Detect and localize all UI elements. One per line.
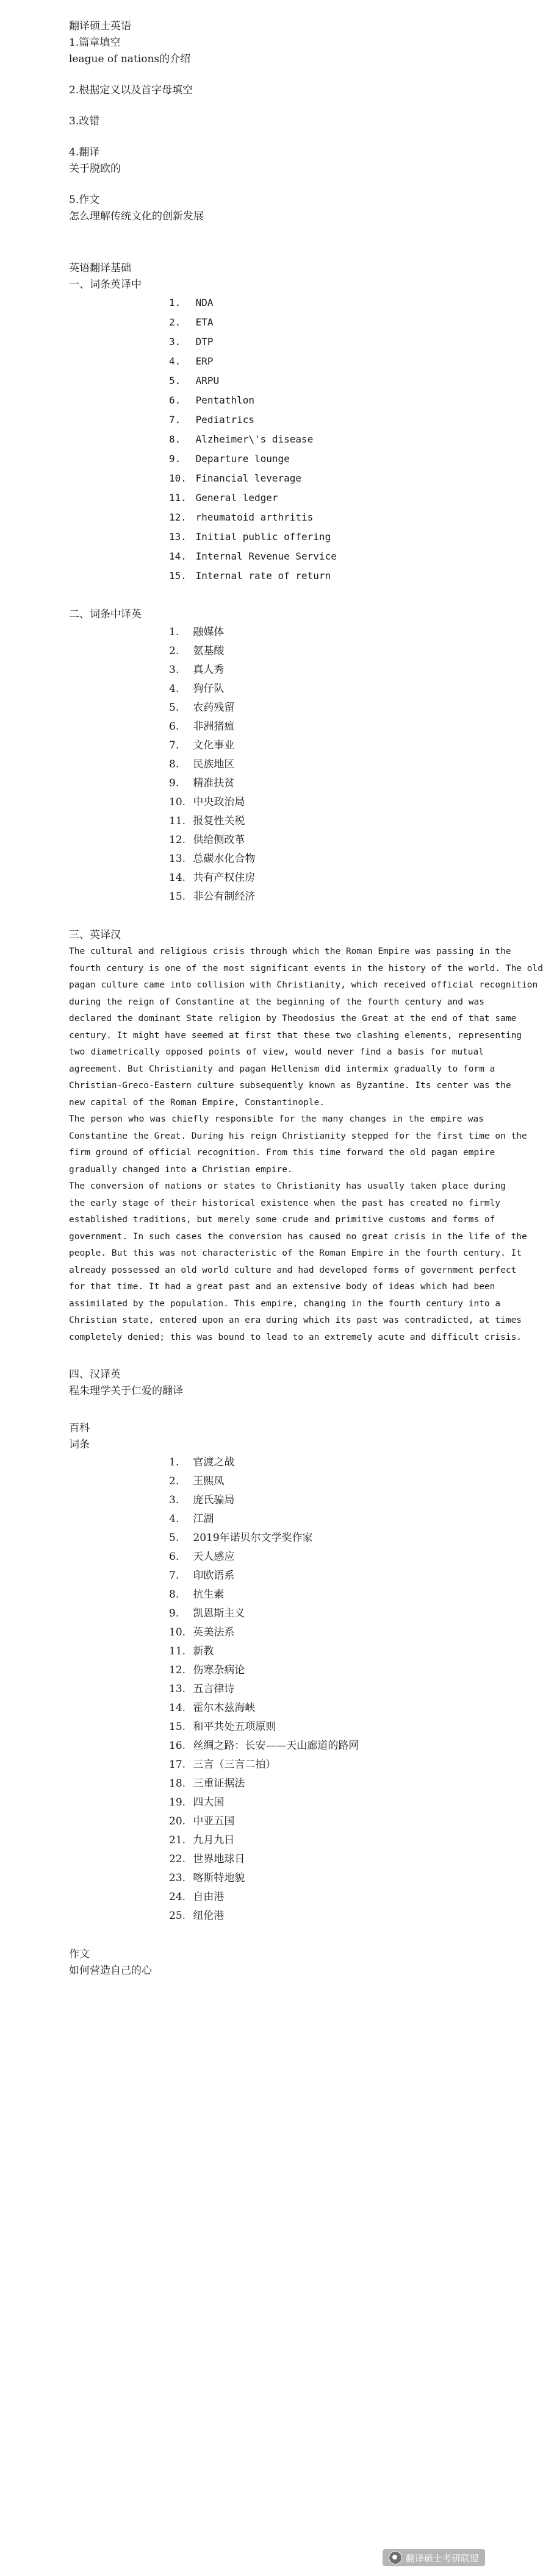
item-text: 伤寒杂病论 <box>193 1664 245 1676</box>
item-number: 5. <box>169 375 181 386</box>
zh-term-item <box>169 717 484 736</box>
watermark-text: 翻译硕士考研联盟 <box>405 2552 479 2564</box>
item-number: 11. <box>169 1645 186 1657</box>
en-term-item <box>169 410 484 430</box>
zh-term-item <box>169 793 484 812</box>
item-text: 报复性关税 <box>193 815 245 827</box>
section-4-desc: 关于脱欧的 <box>69 163 121 175</box>
baike-term-item <box>169 1699 484 1718</box>
passage-line: Constantine the Great. During his reign Christianity stepped for the first time on the <box>69 1131 527 1141</box>
zh-term-item <box>169 680 484 699</box>
en-terms-list <box>169 293 484 586</box>
item-number: 10. <box>169 1626 186 1638</box>
passage-line: Christian state, entered upon an era during which its past was contradicted, at times <box>69 1315 522 1325</box>
en-term-item <box>169 352 484 371</box>
item-text: 凯恩斯主义 <box>193 1607 245 1620</box>
item-number: 2. <box>169 645 179 657</box>
item-text: 精准扶贫 <box>193 777 235 789</box>
item-text: rheumatoid arthritis <box>195 511 314 523</box>
passage-line: gradually changed into a Christian empire. <box>69 1164 293 1175</box>
section-3-title: 3.改错 <box>69 115 100 127</box>
item-number: 5. <box>169 702 179 714</box>
item-text: 官渡之战 <box>193 1456 235 1468</box>
en-term-item <box>169 332 484 352</box>
item-number: 13. <box>169 531 187 543</box>
watermark <box>383 2549 485 2566</box>
item-number: 6. <box>169 1551 179 1563</box>
item-text: 总碳水化合物 <box>193 853 256 865</box>
item-number: 2. <box>169 316 181 328</box>
en-term-item <box>169 566 484 586</box>
translation-passage <box>69 944 543 1346</box>
baike-term-item <box>169 1737 484 1756</box>
passage-line: government. In such cases the conversion has caused no great crisis in the life of the <box>69 1231 527 1242</box>
item-text: 王熙凤 <box>193 1475 225 1487</box>
item-text: Departure lounge <box>195 453 290 464</box>
part4-title: 四、汉译英 <box>69 1368 121 1381</box>
item-text: 九月九日 <box>193 1834 235 1846</box>
item-text: 喀斯特地貌 <box>193 1872 245 1884</box>
part2-title: 二、词条中译英 <box>69 608 142 621</box>
en-term-item <box>169 547 484 566</box>
baike-term-item <box>169 1453 484 1472</box>
item-text: 五言律诗 <box>193 1683 235 1695</box>
zh-term-item <box>169 661 484 680</box>
zh-term-item <box>169 774 484 793</box>
item-number: 4. <box>169 1513 179 1525</box>
passage-line: for that time. It had a great past and an extensive body of ideas which had been <box>69 1282 495 1292</box>
item-number: 3. <box>169 664 179 676</box>
item-text: General ledger <box>195 492 278 503</box>
item-text: Financial leverage <box>195 472 302 484</box>
item-text: Initial public offering <box>195 531 331 543</box>
en-term-item <box>169 313 484 332</box>
passage-line: two diametrically opposed points of view, would never find a basis for mutual <box>69 1047 484 1057</box>
section-5-desc: 怎么理解传统文化的创新发展 <box>69 210 204 222</box>
item-text: NDA <box>195 297 214 308</box>
zh-term-item <box>169 831 484 850</box>
passage-line: century. It might have seemed at first that these two clashing elements, representing <box>69 1030 522 1041</box>
item-number: 16. <box>169 1740 186 1752</box>
item-number: 19. <box>169 1796 186 1809</box>
item-text: 三重证据法 <box>193 1777 245 1790</box>
section-1-desc: league of nations的介绍 <box>69 53 191 65</box>
item-text: 狗仔队 <box>193 683 225 695</box>
baike-term-item <box>169 1888 484 1907</box>
part1-title: 一、词条英译中 <box>69 279 142 291</box>
passage-line: firm ground of official recognition. From this time forward the old pagan empire <box>69 1148 495 1158</box>
passage-line: the early stage of their historical existence when the past has created no firmly <box>69 1198 501 1208</box>
section-4-title: 4.翻译 <box>69 146 100 158</box>
item-number: 9. <box>169 1607 179 1620</box>
zh-term-item <box>169 623 484 642</box>
baike-term-item <box>169 1907 484 1926</box>
item-text: 天人感应 <box>193 1551 235 1563</box>
item-number: 8. <box>169 1589 179 1601</box>
item-number: 22. <box>169 1853 186 1865</box>
en-term-item <box>169 469 484 488</box>
item-number: 8. <box>169 758 179 770</box>
baike-term-item <box>169 1831 484 1850</box>
passage-line: new capital of the Roman Empire, Constantinople. <box>69 1097 325 1108</box>
item-number: 11. <box>169 815 186 827</box>
part3-title: 三、英译汉 <box>69 929 121 941</box>
passage-line: fourth century is one of the most significant events in the history of the world. The old <box>69 963 543 973</box>
zh-term-item <box>169 850 484 869</box>
item-number: 3. <box>169 336 181 347</box>
baike-term-item <box>169 1548 484 1567</box>
baike-term-item <box>169 1491 484 1510</box>
item-text: 英美法系 <box>193 1626 235 1638</box>
passage-line: people. But this was not characteristic of the Roman Empire in the fourth century. It <box>69 1248 522 1258</box>
item-number: 14. <box>169 872 186 884</box>
item-text: 非公有制经济 <box>193 891 256 903</box>
passage-line: agreement. But Christianity and pagan Hellenism did intermix gradually to form a <box>69 1064 495 1074</box>
item-text: ETA <box>195 316 214 328</box>
en-term-item <box>169 488 484 508</box>
baike-terms-title: 词条 <box>69 1439 90 1451</box>
item-text: 供给侧改革 <box>193 834 245 846</box>
item-number: 4. <box>169 683 179 695</box>
item-number: 20. <box>169 1815 186 1827</box>
baike-term-item <box>169 1623 484 1642</box>
baike-term-item <box>169 1793 484 1812</box>
item-number: 6. <box>169 720 179 733</box>
zh-term-item <box>169 869 484 888</box>
item-text: 共有产权住房 <box>193 872 256 884</box>
item-text: 中亚五国 <box>193 1815 235 1827</box>
doc-title: 翻译硕士英语 <box>69 20 131 32</box>
item-text: ERP <box>195 355 214 367</box>
item-number: 15. <box>169 570 187 582</box>
baike-term-item <box>169 1510 484 1529</box>
zh-term-item <box>169 812 484 831</box>
zh-term-item <box>169 736 484 755</box>
item-number: 9. <box>169 777 179 789</box>
baike-term-item <box>169 1756 484 1774</box>
item-number: 12. <box>169 511 187 523</box>
item-number: 24. <box>169 1891 186 1903</box>
item-text: 庞氏骗局 <box>193 1494 235 1506</box>
en-term-item <box>169 391 484 410</box>
passage-line: Christian-Greco-Eastern culture subsequently known as Byzantine. Its center was the <box>69 1081 511 1091</box>
item-text: 印欧语系 <box>193 1570 235 1582</box>
item-text: 真人秀 <box>193 664 225 676</box>
en-term-item <box>169 449 484 469</box>
passage-line: The cultural and religious crisis through which the Roman Empire was passing in the <box>69 947 511 956</box>
item-number: 12. <box>169 834 186 846</box>
essay-title: 作文 <box>69 1948 90 1960</box>
basics-title: 英语翻译基础 <box>69 262 131 274</box>
zh-term-item <box>169 888 484 906</box>
passage-line: already possessed an old world culture and had developed forms of government perfect <box>69 1265 517 1275</box>
section-1-title: 1.篇章填空 <box>69 37 121 49</box>
item-text: 民族地区 <box>193 758 235 770</box>
item-text: 非洲猪瘟 <box>193 720 235 733</box>
item-text: 四大国 <box>193 1796 225 1809</box>
item-number: 13. <box>169 853 186 865</box>
zh-term-item <box>169 699 484 717</box>
item-text: 融媒体 <box>193 626 225 638</box>
item-number: 3. <box>169 1494 179 1506</box>
item-number: 14. <box>169 1702 186 1714</box>
item-number: 6. <box>169 394 181 406</box>
item-text: 世界地球日 <box>193 1853 245 1865</box>
item-text: 三言（三言二拍） <box>193 1759 276 1771</box>
item-number: 10. <box>169 472 187 484</box>
baike-term-item <box>169 1642 484 1661</box>
item-number: 21. <box>169 1834 186 1846</box>
section-5-title: 5.作文 <box>69 194 100 206</box>
item-number: 11. <box>169 492 187 503</box>
section-2-title: 2.根据定义以及首字母填空 <box>69 84 193 96</box>
item-number: 15. <box>169 891 186 903</box>
baike-term-item <box>169 1472 484 1491</box>
item-number: 4. <box>169 355 181 367</box>
item-text: 纽伦港 <box>193 1910 225 1922</box>
item-text: 新教 <box>193 1645 214 1657</box>
item-number: 1. <box>169 297 181 308</box>
passage-line: completely denied; this was bound to lead to an extremely acute and difficult crisis. <box>69 1332 522 1342</box>
item-number: 7. <box>169 1570 179 1582</box>
baike-term-item <box>169 1604 484 1623</box>
item-text: 中央政治局 <box>193 796 245 808</box>
item-number: 25. <box>169 1910 186 1922</box>
en-term-item <box>169 430 484 449</box>
item-text: ARPU <box>195 375 220 386</box>
item-text: Pediatrics <box>195 414 254 425</box>
item-text: Pentathlon <box>195 394 254 406</box>
item-number: 18. <box>169 1777 186 1790</box>
zh-term-item <box>169 642 484 661</box>
item-number: 14. <box>169 550 187 562</box>
item-text: Internal rate of return <box>195 570 331 582</box>
en-term-item <box>169 508 484 527</box>
en-term-item <box>169 371 484 391</box>
item-text: 氨基酸 <box>193 645 225 657</box>
item-number: 15. <box>169 1721 186 1733</box>
wechat-channel-icon <box>389 2551 402 2564</box>
item-number: 10. <box>169 796 186 808</box>
item-number: 8. <box>169 433 181 445</box>
item-text: Internal Revenue Service <box>195 550 337 562</box>
passage-line: assimilated by the population. This empire, changing in the fourth century into a <box>69 1298 501 1309</box>
item-text: 江湖 <box>193 1513 214 1525</box>
part4-desc: 程朱理学关于仁爱的翻译 <box>69 1385 183 1397</box>
baike-term-item <box>169 1585 484 1604</box>
item-number: 23. <box>169 1872 186 1884</box>
baike-term-item <box>169 1661 484 1680</box>
baike-term-item <box>169 1869 484 1888</box>
item-number: 9. <box>169 453 181 464</box>
item-text: 抗生素 <box>193 1589 225 1601</box>
zh-terms-list <box>169 623 484 906</box>
item-text: 自由港 <box>193 1891 225 1903</box>
item-number: 7. <box>169 414 181 425</box>
baike-term-item <box>169 1529 484 1548</box>
baike-term-item <box>169 1812 484 1831</box>
item-number: 1. <box>169 1456 179 1468</box>
baike-term-item <box>169 1850 484 1869</box>
baike-terms-list <box>169 1453 484 1926</box>
item-text: 文化事业 <box>193 739 235 752</box>
passage-line: pagan culture came into collision with Christianity, which received official recognition <box>69 980 538 990</box>
item-text: DTP <box>195 336 214 347</box>
essay-desc: 如何营造自己的心 <box>69 1965 152 1977</box>
item-text: 霍尔木兹海峡 <box>193 1702 256 1714</box>
item-number: 12. <box>169 1664 186 1676</box>
item-number: 17. <box>169 1759 186 1771</box>
item-text: 丝绸之路：长安——天山廊道的路网 <box>193 1740 359 1752</box>
en-term-item <box>169 293 484 313</box>
zh-term-item <box>169 755 484 774</box>
baike-term-item <box>169 1567 484 1585</box>
item-number: 13. <box>169 1683 186 1695</box>
baike-title: 百科 <box>69 1422 90 1434</box>
passage-line: The person who was chiefly responsible for the many changes in the empire was <box>69 1114 484 1124</box>
item-text: Alzheimer\'s disease <box>195 433 314 445</box>
passage-line: declared the dominant State religion by Theodosius the Great at the end of that same <box>69 1014 517 1023</box>
item-number: 7. <box>169 739 179 752</box>
item-text: 农药残留 <box>193 702 235 714</box>
baike-term-item <box>169 1774 484 1793</box>
passage-line: during the reign of Constantine at the beginning of the fourth century and was <box>69 997 484 1007</box>
baike-term-item <box>169 1718 484 1737</box>
baike-term-item <box>169 1680 484 1699</box>
item-number: 1. <box>169 626 179 638</box>
en-term-item <box>169 527 484 547</box>
passage-line: The conversion of nations or states to Christianity has usually taken place during <box>69 1181 506 1191</box>
item-text: 2019年诺贝尔文学奖作家 <box>193 1532 313 1544</box>
item-number: 2. <box>169 1475 179 1487</box>
item-number: 5. <box>169 1532 179 1544</box>
item-text: 和平共处五项原则 <box>193 1721 276 1733</box>
passage-line: established traditions, but merely some crude and primitive customs and forms of <box>69 1215 495 1225</box>
